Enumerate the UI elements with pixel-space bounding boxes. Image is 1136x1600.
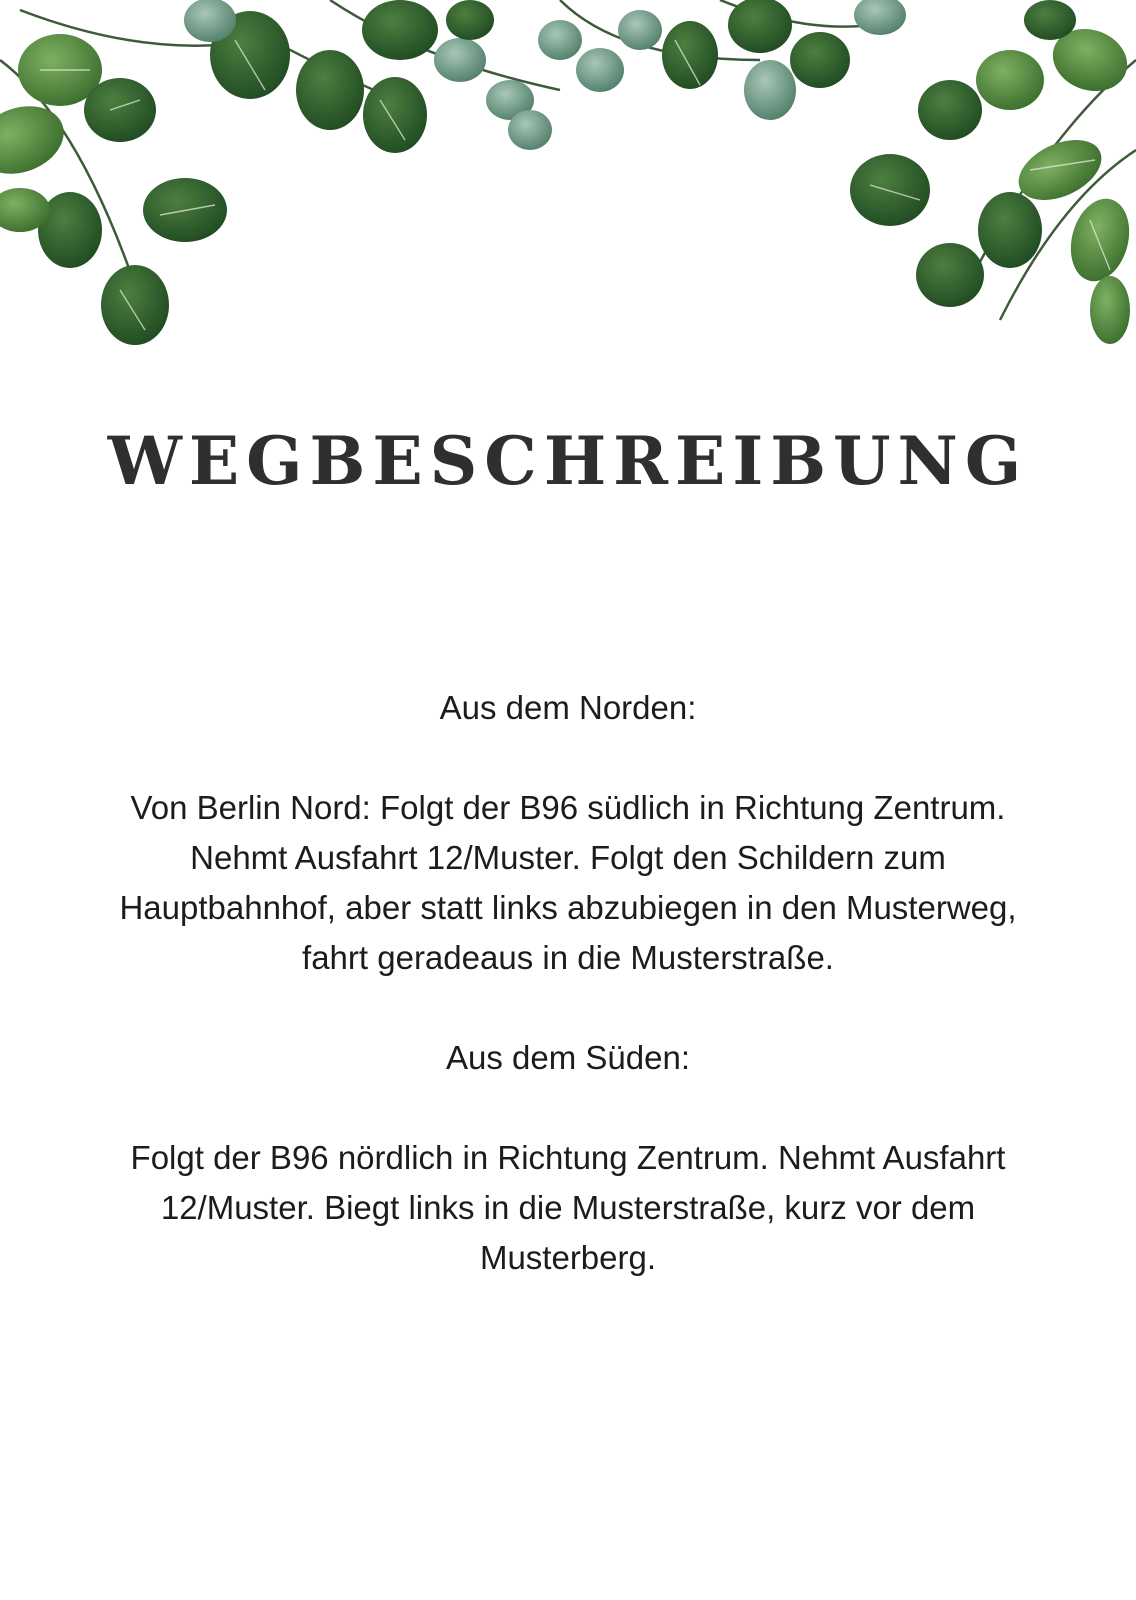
page-title: WEGBESCHREIBUNG	[107, 422, 1029, 500]
eucalyptus-garland-decoration	[0, 0, 1136, 370]
section-text-north: Von Berlin Nord: Folgt der B96 südlich in Richtung Zentrum. Nehmt Ausfahrt 12/Muster. Folgt den Schildern zum Hauptbahnhof, aber statt links abzubiegen in den Musterweg, fahrt geradeaus in die Musterstraße.	[119, 789, 1017, 976]
left-leaf-cluster	[0, 0, 364, 345]
directions-body	[100, 683, 1036, 1333]
center-leaf-cluster	[362, 0, 906, 153]
section-heading-north: Aus dem Norden:	[439, 689, 697, 726]
right-leaf-cluster	[850, 0, 1136, 344]
section-text-south: Folgt der B96 nördlich in Richtung Zentrum. Nehmt Ausfahrt 12/Muster. Biegt links in die Musterstraße, kurz vor dem Musterberg.	[130, 1139, 1006, 1276]
section-heading-south: Aus dem Süden:	[446, 1039, 690, 1076]
